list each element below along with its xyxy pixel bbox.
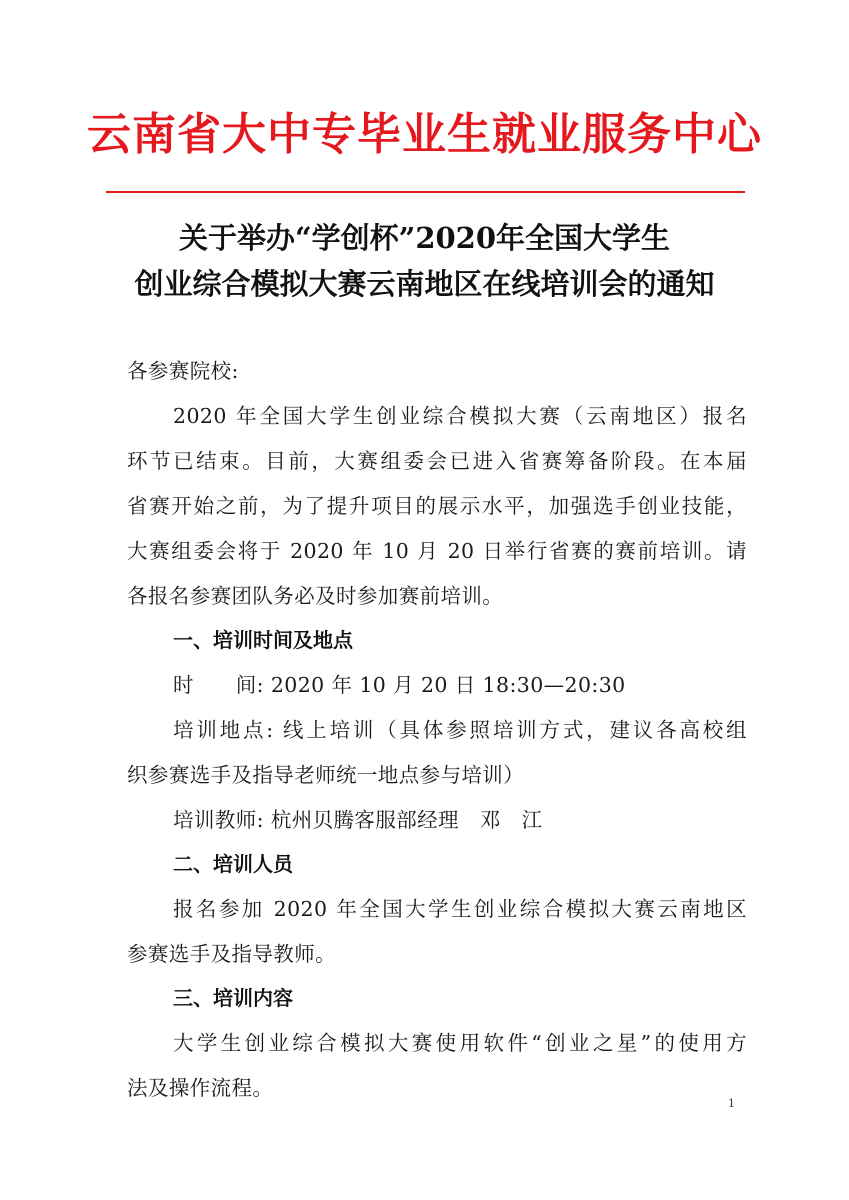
intro-line-3: 省赛开始之前，为了提升项目的展示水平，加强选手创业技能， [127,494,747,518]
salutation: 各参赛院校: [127,359,239,383]
red-divider-line [106,191,745,193]
participants-line-2: 参赛选手及指导教师。 [127,942,336,966]
training-time: 时 间: 2020 年 10 月 20 日 18:30—20:30 [173,673,626,697]
content-line-2: 法及操作流程。 [127,1076,274,1100]
content-line-1: 大学生创业综合模拟大赛使用软件“创业之星”的使用方 [173,1031,747,1055]
organization-header: 云南省大中专毕业生就业服务中心 [87,109,762,160]
training-location-line-2: 织参赛选手及指导老师统一地点参与培训） [127,763,525,787]
intro-line-1: 2020 年全国大学生创业综合模拟大赛（云南地区）报名 [173,404,747,428]
intro-line-5: 各报名参赛团队务必及时参加赛前培训。 [127,584,504,608]
intro-line-2: 环节已结束。目前，大赛组委会已进入省赛筹备阶段。在本届 [127,449,747,473]
section-heading-time-location: 一、培训时间及地点 [173,628,353,652]
notice-title-line-1: 关于举办“学创杯”2020年全国大学生 [178,221,671,255]
training-teacher: 培训教师: 杭州贝腾客服部经理 邓 江 [173,808,543,832]
notice-title-line-2: 创业综合模拟大赛云南地区在线培训会的通知 [134,267,715,301]
training-location-line-1: 培训地点: 线上培训（具体参照培训方式，建议各高校组 [173,718,747,742]
page-number: 1 [728,1097,735,1110]
intro-line-4: 大赛组委会将于 2020 年 10 月 20 日举行省赛的赛前培训。请 [127,539,747,563]
section-heading-content: 三、培训内容 [173,986,293,1010]
section-heading-participants: 二、培训人员 [173,852,293,876]
participants-line-1: 报名参加 2020 年全国大学生创业综合模拟大赛云南地区 [173,897,747,921]
